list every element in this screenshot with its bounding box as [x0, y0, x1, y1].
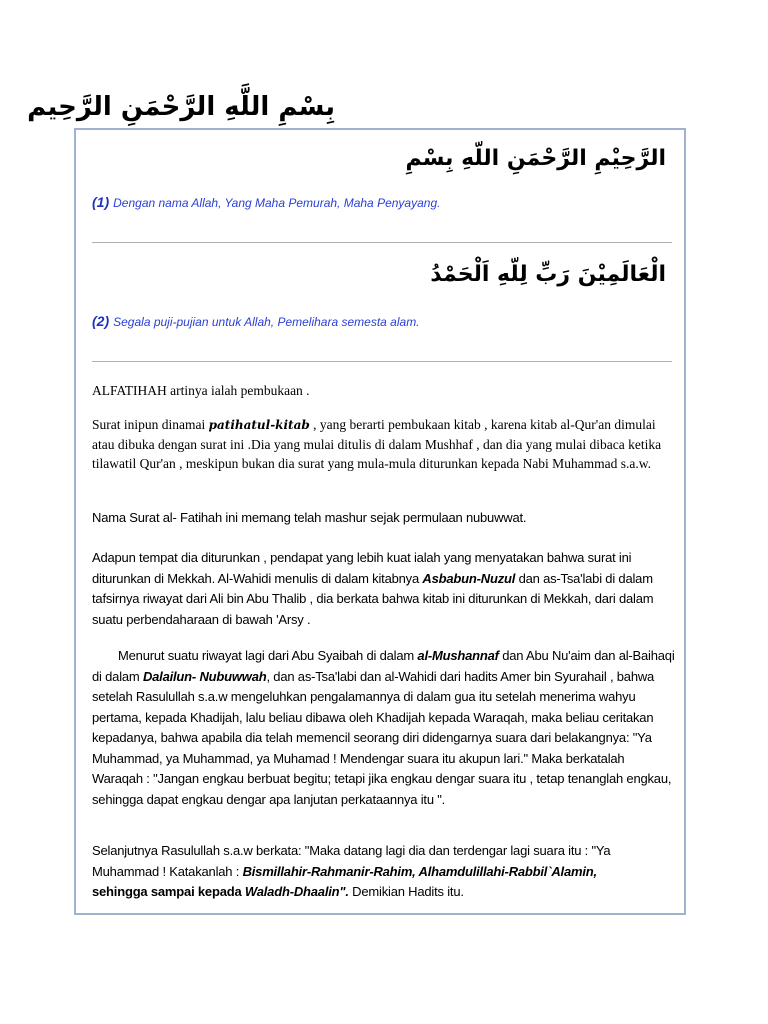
text-segment: , yang berarti pembukaan kitab , karena kitab al-Qur'an dimulai atau dibuka dengan surat ini .Dia yang mulai ditulis di dalam Mushhaf , dan dia yang mulai dibaca ketika tilawatil Qur'an , meskipun bukan dia surat yang mula-mula diturunkan kepada Nabi Muhammad s.a.w. — [92, 417, 662, 471]
term-patihatul-kitab: patihatul-kitab — [208, 418, 310, 432]
text-segment: Selanjutnya Rasulullah s.a.w berkata: "Maka datang lagi dia dan terdengar lagi suara itu : "Ya Muhammad ! Katakanlah : — [92, 843, 611, 879]
text-segment-bold: sehingga sampai kepada — [92, 884, 245, 899]
verse-2-number: (2) — [92, 313, 110, 329]
divider — [92, 361, 672, 362]
term-al-mushannaf: al-Mushannaf — [417, 648, 499, 663]
paragraph-riwayat — [92, 646, 677, 810]
divider — [92, 242, 672, 243]
verse-1-translation: Dengan nama Allah, Yang Maha Pemurah, Maha Penyayang. — [113, 196, 441, 210]
text-segment: Menurut suatu riwayat lagi dari Abu Syaibah di dalam — [118, 648, 418, 663]
paragraph-tempat-turun — [92, 548, 677, 630]
term-waladh-dhaalin: Waladh-Dhaalin". — [244, 884, 349, 899]
content-frame — [74, 128, 686, 915]
paragraph-surat-inipun — [92, 415, 672, 473]
verse-2-translation: Segala puji-pujian untuk Allah, Pemelihara semesta alam. — [113, 315, 420, 329]
verse-1-arabic: الرَّحِيْمِ الرَّحْمَنِ اللّهِ بِسْمِ — [405, 146, 666, 171]
text-segment: , dan as-Tsa'labi dan al-Wahidi dari hadits Amer bin Syurahail , bahwa setelah Rasulullah s.a.w mengeluhkan pengalamannya di dalam gua itu setelah menerima wahyu pertama, kepada Khadijah, lalu beliau dibawa oleh Khadijah kepada Waraqah, maka beliau ceritakan kepadanya, bahwa apabila dia telah memencil seorang diri didengarnya suara dari belakangnya: "Ya Muhammad, ya Muhammad, ya Muhamad ! Mendengar suara itu akupun lari." Maka berkatalah Waraqah : "Jangan engkau berbuat begitu; tetapi jika engkau dengar suara itu , tetap tenanglah engkau, sehingga dapat engkau dengar apa lanjutan perkataannya itu ". — [92, 668, 672, 807]
text-segment: dan as-Tsa'labi di dalam tafsirnya riwayat dari Ali bin Abu Thalib , dia berkata bahwa kitab ini diturunkan di Mekkah, dari dalam suatu perbendaharaan di bawah 'Arsy . — [92, 570, 654, 627]
term-bismillahir: Bismillahir-Rahmanir-Rahim, Alhamdulillahi-Rabbil`Alamin, — [242, 863, 597, 879]
verse-1-number: (1) — [92, 194, 110, 210]
term-asbabun-nuzul: Asbabun-Nuzul — [422, 570, 516, 586]
verse-2-translation-line — [92, 313, 420, 329]
basmalah-heading: بِسْمِ اللَّهِ الرَّحْمَنِ الرَّحِيم — [27, 92, 335, 122]
text-segment: Demikian Hadits itu. — [348, 884, 464, 899]
paragraph-selanjutnya — [92, 841, 677, 903]
paragraph-alfatihah: ALFATIHAH artinya ialah pembukaan . — [92, 383, 310, 398]
paragraph-nama-surat: Nama Surat al- Fatihah ini memang telah mashur sejak permulaan nubuwwat. — [92, 510, 527, 525]
verse-1-translation-line — [92, 194, 440, 210]
term-dalailun-nubuwwah: Dalailun- Nubuwwah — [142, 668, 267, 684]
text-segment: Surat inipun dinamai — [92, 417, 209, 432]
verse-2-arabic: الْعَالَمِيْنَ رَبِّ لِلّهِ اَلْحَمْدُ — [430, 262, 666, 287]
text-segment: Adapun tempat dia diturunkan , pendapat yang lebih kuat ialah yang menyatakan bahwa surat ini diturunkan di Mekkah. Al-Wahidi menulis di dalam kitabnya — [92, 550, 632, 586]
text-segment: dan Abu Nu'aim dan al-Baihaqi di dalam — [92, 648, 675, 684]
